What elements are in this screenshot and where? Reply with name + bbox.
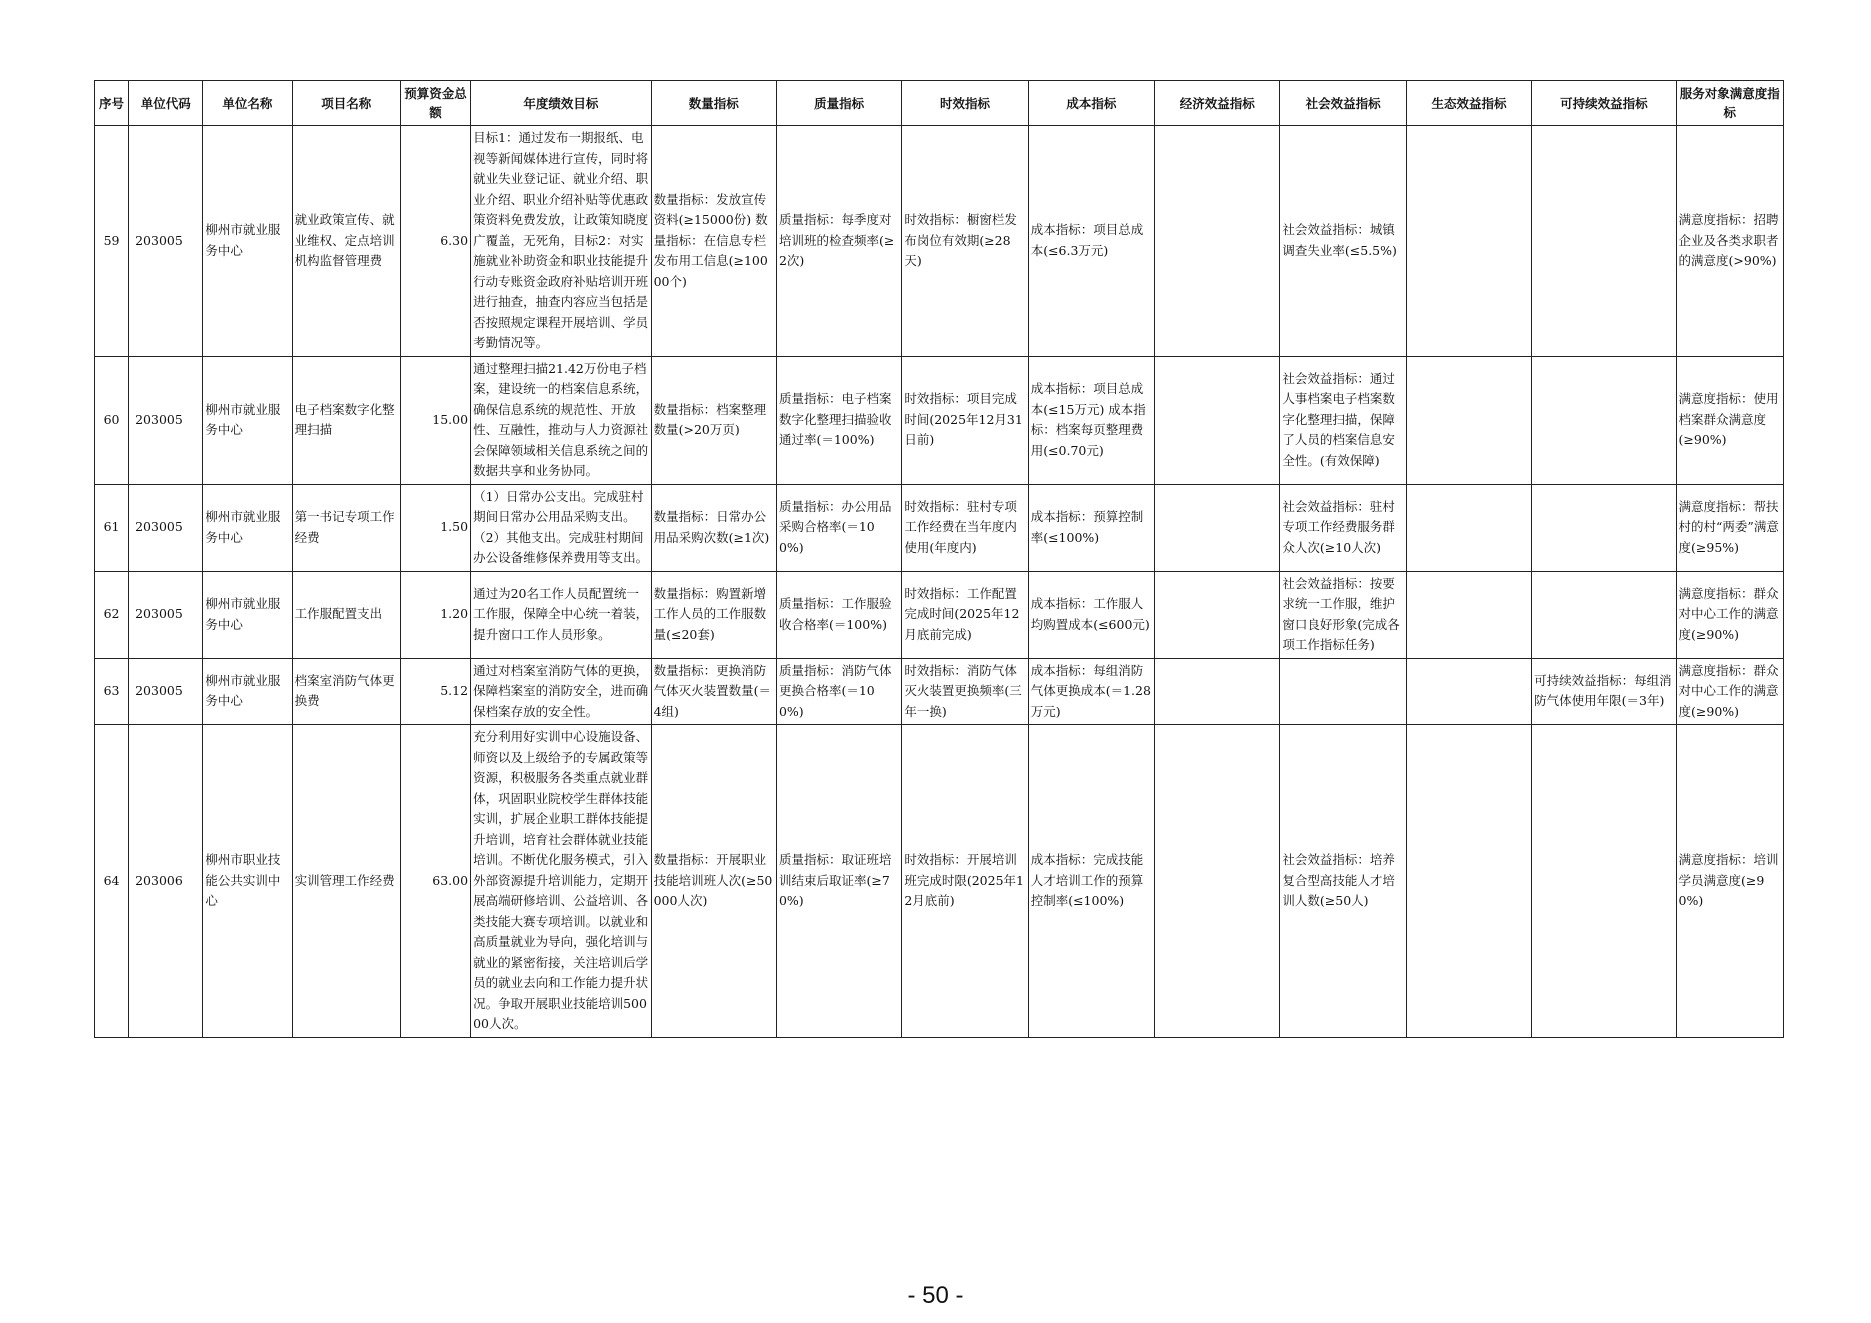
cell-satisfaction: 满意度指标：帮扶村的村“两委”满意度(≥95%)	[1676, 484, 1783, 571]
header-cell: 生态效益指标	[1406, 81, 1531, 126]
cell-quantity: 数量指标：档案整理数量(>20万页)	[651, 356, 776, 484]
cell-quality: 质量指标：每季度对培训班的检查频率(≥2次)	[776, 126, 901, 357]
cell-project: 就业政策宣传、就业维权、定点培训机构监督管理费	[292, 126, 400, 357]
cell-unit: 柳州市就业服务中心	[203, 658, 292, 725]
cell-goal: 通过为20名工作人员配置统一工作服，保障全中心统一着装，提升窗口工作人员形象。	[471, 571, 652, 658]
cell-goal: 充分利用好实训中心设施设备、师资以及上级给予的专属政策等资源，积极服务各类重点就业群体，巩固职业院校学生群体技能实训，扩展企业职工群体技能提升培训，培育社会群体就业技能培训。不断优化服务模式，引入外部资源提升培训能力，定期开展高端研修培训、公益培训、各类技能大赛专项培训。以就业和高质量就业为导向，强化培训与就业的紧密衔接，关注培训后学员的就业去向和工作能力提升状况。争取开展职业技能培训50000人次。	[471, 725, 652, 1038]
performance-table	[94, 80, 1784, 1038]
cell-quantity: 数量指标：日常办公用品采购次数(≥1次)	[651, 484, 776, 571]
header-cell: 质量指标	[776, 81, 901, 126]
cell-economic	[1155, 658, 1280, 725]
cell-project: 工作服配置支出	[292, 571, 400, 658]
cell-seq: 59	[95, 126, 129, 357]
cell-project: 电子档案数字化整理扫描	[292, 356, 400, 484]
cell-economic	[1155, 484, 1280, 571]
cell-seq: 64	[95, 725, 129, 1038]
header-cell: 成本指标	[1028, 81, 1154, 126]
cell-sustainable	[1532, 126, 1676, 357]
cell-amount: 15.00	[400, 356, 470, 484]
cell-cost: 成本指标：项目总成本(≤6.3万元)	[1028, 126, 1154, 357]
table-row	[95, 484, 1784, 571]
header-cell: 服务对象满意度指标	[1676, 81, 1783, 126]
cell-code: 203005	[129, 658, 203, 725]
cell-unit: 柳州市就业服务中心	[203, 484, 292, 571]
header-cell: 单位代码	[129, 81, 203, 126]
cell-social	[1280, 658, 1406, 725]
cell-satisfaction: 满意度指标：招聘企业及各类求职者的满意度(>90%)	[1676, 126, 1783, 357]
cell-timeliness: 时效指标：消防气体灭火装置更换频率(三年一换)	[902, 658, 1028, 725]
cell-quality: 质量指标：取证班培训结束后取证率(≥70%)	[776, 725, 901, 1038]
cell-satisfaction: 满意度指标：群众对中心工作的满意度(≥90%)	[1676, 658, 1783, 725]
cell-seq: 62	[95, 571, 129, 658]
cell-seq: 63	[95, 658, 129, 725]
cell-social: 社会效益指标：培养复合型高技能人才培训人数(≥50人)	[1280, 725, 1406, 1038]
cell-project: 实训管理工作经费	[292, 725, 400, 1038]
cell-ecological	[1406, 356, 1531, 484]
cell-timeliness: 时效指标：驻村专项工作经费在当年度内使用(年度内)	[902, 484, 1028, 571]
cell-quality: 质量指标：办公用品采购合格率(＝100%)	[776, 484, 901, 571]
header-cell: 年度绩效目标	[471, 81, 652, 126]
header-cell: 单位名称	[203, 81, 292, 126]
cell-code: 203005	[129, 126, 203, 357]
cell-code: 203006	[129, 725, 203, 1038]
cell-cost: 成本指标：每组消防气体更换成本(＝1.28万元)	[1028, 658, 1154, 725]
cell-amount: 1.50	[400, 484, 470, 571]
cell-project: 档案室消防气体更换费	[292, 658, 400, 725]
cell-quality: 质量指标：工作服验收合格率(＝100%)	[776, 571, 901, 658]
table-row	[95, 571, 1784, 658]
cell-unit: 柳州市就业服务中心	[203, 126, 292, 357]
cell-goal: （1）日常办公支出。完成驻村期间日常办公用品采购支出。（2）其他支出。完成驻村期间办公设备维修保养费用等支出。	[471, 484, 652, 571]
cell-quality: 质量指标：消防气体更换合格率(＝100%)	[776, 658, 901, 725]
cell-timeliness: 时效指标：开展培训班完成时限(2025年12月底前)	[902, 725, 1028, 1038]
cell-sustainable	[1532, 725, 1676, 1038]
cell-social: 社会效益指标：按要求统一工作服，维护窗口良好形象(完成各项工作指标任务)	[1280, 571, 1406, 658]
cell-code: 203005	[129, 356, 203, 484]
cell-unit: 柳州市就业服务中心	[203, 571, 292, 658]
cell-cost: 成本指标：工作服人均购置成本(≤600元)	[1028, 571, 1154, 658]
cell-sustainable	[1532, 356, 1676, 484]
header-cell: 项目名称	[292, 81, 400, 126]
cell-quantity: 数量指标：发放宣传资料(≥15000份) 数量指标：在信息专栏发布用工信息(≥10000个)	[651, 126, 776, 357]
table-row	[95, 356, 1784, 484]
cell-economic	[1155, 126, 1280, 357]
cell-seq: 61	[95, 484, 129, 571]
cell-goal: 目标1：通过发布一期报纸、电视等新闻媒体进行宣传，同时将就业失业登记证、就业介绍、职业介绍、职业介绍补贴等优惠政策资料免费发放，让政策知晓度广覆盖，无死角，目标2：对实施就业补助资金和职业技能提升行动专账资金政府补贴培训开班进行抽查，抽查内容应当包括是否按照规定课程开展培训、学员考勤情况等。	[471, 126, 652, 357]
cell-seq: 60	[95, 356, 129, 484]
cell-goal: 通过整理扫描21.42万份电子档案，建设统一的档案信息系统，确保信息系统的规范性、开放性、互融性，推动与人力资源社会保障领域相关信息系统之间的数据共享和业务协同。	[471, 356, 652, 484]
header-cell: 经济效益指标	[1155, 81, 1280, 126]
cell-economic	[1155, 571, 1280, 658]
cell-sustainable	[1532, 571, 1676, 658]
table-row	[95, 126, 1784, 357]
cell-code: 203005	[129, 571, 203, 658]
header-cell: 预算资金总额	[400, 81, 470, 126]
cell-timeliness: 时效指标：工作配置完成时间(2025年12月底前完成)	[902, 571, 1028, 658]
table-row	[95, 658, 1784, 725]
cell-quantity: 数量指标：购置新增工作人员的工作服数量(≤20套)	[651, 571, 776, 658]
cell-code: 203005	[129, 484, 203, 571]
cell-amount: 5.12	[400, 658, 470, 725]
cell-cost: 成本指标：完成技能人才培训工作的预算控制率(≤100%)	[1028, 725, 1154, 1038]
cell-cost: 成本指标：项目总成本(≤15万元) 成本指标：档案每页整理费用(≤0.70元)	[1028, 356, 1154, 484]
cell-amount: 1.20	[400, 571, 470, 658]
page-number: - 50 -	[907, 1282, 964, 1309]
table-row	[95, 725, 1784, 1038]
cell-amount: 63.00	[400, 725, 470, 1038]
cell-quantity: 数量指标：开展职业技能培训班人次(≥50000人次)	[651, 725, 776, 1038]
cell-satisfaction: 满意度指标：使用档案群众满意度(≥90%)	[1676, 356, 1783, 484]
cell-social: 社会效益指标：通过人事档案电子档案数字化整理扫描，保障了人员的档案信息安全性。(有效保障)	[1280, 356, 1406, 484]
cell-economic	[1155, 356, 1280, 484]
cell-unit: 柳州市职业技能公共实训中心	[203, 725, 292, 1038]
cell-satisfaction: 满意度指标：培训学员满意度(≥90%)	[1676, 725, 1783, 1038]
cell-quantity: 数量指标：更换消防气体灭火装置数量(＝4组)	[651, 658, 776, 725]
cell-ecological	[1406, 484, 1531, 571]
cell-sustainable: 可持续效益指标：每组消防气体使用年限(＝3年)	[1532, 658, 1676, 725]
cell-project: 第一书记专项工作经费	[292, 484, 400, 571]
cell-cost: 成本指标：预算控制率(≤100%)	[1028, 484, 1154, 571]
cell-goal: 通过对档案室消防气体的更换，保障档案室的消防安全，进而确保档案存放的安全性。	[471, 658, 652, 725]
cell-ecological	[1406, 571, 1531, 658]
table-body	[95, 126, 1784, 1038]
cell-quality: 质量指标：电子档案数字化整理扫描验收通过率(＝100%)	[776, 356, 901, 484]
cell-ecological	[1406, 658, 1531, 725]
cell-social: 社会效益指标：城镇调查失业率(≤5.5%)	[1280, 126, 1406, 357]
cell-timeliness: 时效指标：橱窗栏发布岗位有效期(≥28天)	[902, 126, 1028, 357]
cell-sustainable	[1532, 484, 1676, 571]
cell-social: 社会效益指标：驻村专项工作经费服务群众人次(≥10人次)	[1280, 484, 1406, 571]
cell-unit: 柳州市就业服务中心	[203, 356, 292, 484]
header-row	[95, 81, 1784, 126]
header-cell: 可持续效益指标	[1532, 81, 1676, 126]
header-cell: 数量指标	[651, 81, 776, 126]
cell-economic	[1155, 725, 1280, 1038]
header-cell: 时效指标	[902, 81, 1028, 126]
cell-ecological	[1406, 126, 1531, 357]
cell-ecological	[1406, 725, 1531, 1038]
cell-amount: 6.30	[400, 126, 470, 357]
cell-satisfaction: 满意度指标：群众对中心工作的满意度(≥90%)	[1676, 571, 1783, 658]
cell-timeliness: 时效指标：项目完成时间(2025年12月31日前)	[902, 356, 1028, 484]
header-cell: 社会效益指标	[1280, 81, 1406, 126]
header-cell: 序号	[95, 81, 129, 126]
